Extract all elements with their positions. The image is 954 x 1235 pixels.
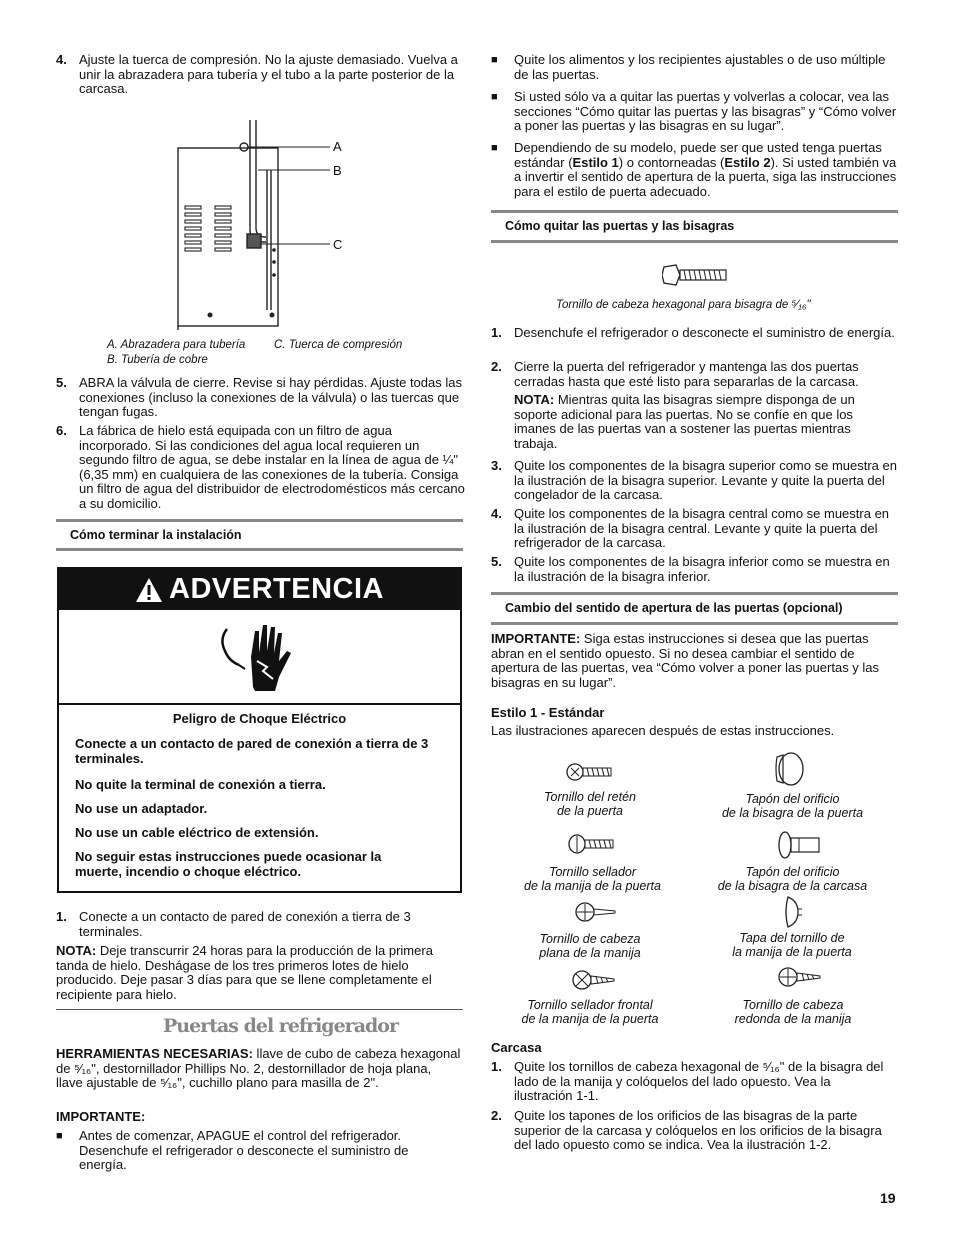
remove-step-2: 2. Cierre la puerta del refrigerador y mantenga las dos puertas cerradas hasta que esté listo para separarlas de la carcasa.: [491, 359, 859, 389]
install-step-5: 5. ABRA la válvula de cierre. Revise si hay pérdidas. Ajuste todas las conexiones (incluso la conexiones de la válvula) o las tuercas que tengan fugas.: [56, 375, 462, 420]
part-label-4: Tapón del orificio de la bisagra de la carcasa: [717, 865, 868, 893]
tools-needed: HERRAMIENTAS NECESARIAS: llave de cubo de cabeza hexagonal de ⁵⁄₁₆", destornillador Phillips No. 2, destornillador de hoja plana, llave ajustable de ⁵⁄₁₆", cuchillo plano para masilla de 2".: [56, 1046, 461, 1091]
cabinet-hinge-hole-plug-icon: [775, 830, 823, 860]
section-remove-doors: Cómo quitar las puertas y las bisagras: [491, 210, 898, 243]
door-hinge-hole-plug-icon: [773, 749, 807, 789]
label-a: A: [333, 139, 342, 154]
handle-sealing-screw-icon: [567, 833, 615, 855]
part-label-7: Tornillo sellador frontal de la manija de la puerta: [521, 998, 659, 1026]
remove-step-5: 5. Quite los componentes de la bisagra inferior como se muestra en la ilustración de la bisagra inferior.: [491, 554, 890, 584]
bullet-square-icon: ■: [491, 91, 498, 103]
warning-line-5: No seguir estas instrucciones puede ocasionar la muerte, incendio o choque eléctrico.: [75, 849, 382, 879]
section-finish-install: Cómo terminar la instalación: [56, 519, 463, 551]
warning-line-1: Conecte a un contacto de pared de conexión a tierra de 3 terminales.: [75, 736, 429, 766]
hex-screw-caption: Tornillo de cabeza hexagonal para bisagra de ⁵⁄₁₆": [556, 299, 811, 311]
label-b: B: [333, 163, 342, 178]
install-step-4: 4. Ajuste la tuerca de compresión. No la ajuste demasiado. Vuelva a unir la abrazadera para tubería y el tubo a la parte posterior de la carcasa.: [56, 52, 458, 97]
important-label-left: IMPORTANTE:: [56, 1109, 146, 1124]
warning-separator: [59, 703, 460, 705]
part-label-3: Tornillo sellador de la manija de la puerta: [524, 865, 661, 893]
part-label-8: Tornillo de cabeza redonda de la manija: [734, 998, 852, 1026]
tube-clamp: [240, 143, 248, 151]
remove-note: NOTA: Mientras quita las bisagras siempre disponga de un soporte adicional para las puertas. No se confíe en que los imanes de las puertas van a sostener las puertas mientras trabaja.: [514, 392, 855, 451]
warning-line-4: No use un cable eléctrico de extensión.: [75, 825, 319, 840]
remove-step-4: 4. Quite los componentes de la bisagra central como se muestra en la ilustración de la bisagra central. Levante y quite la puerta del refrigerador de la carcasa.: [491, 506, 890, 551]
doors-heading: Puertas del refrigerador: [163, 1015, 398, 1037]
right-bullet-2: ■ Si usted sólo va a quitar las puertas y volverlas a colocar, vea las secciones “Cómo quitar las puertas y las bisagras” y “Cómo volver a poner las puertas y las bisagras en su lugar”.: [491, 89, 897, 134]
page-number: 19: [880, 1190, 896, 1206]
round-head-handle-screw-icon: [778, 965, 822, 989]
warning-hazard: Peligro de Choque Eléctrico: [172, 711, 347, 726]
remove-step-1: 1. Desenchufe el refrigerador o desconecte el suministro de energía.: [491, 325, 895, 340]
flat-head-handle-screw-icon: [575, 900, 617, 924]
cabinet-step-1: 1. Quite los tornillos de cabeza hexagonal de ⁵⁄₁₆" de la bisagra del lado de la manija y colóquelos del lado opuesto. Vea la ilustración 1-1.: [491, 1059, 884, 1104]
remove-step-3: 3. Quite los componentes de la bisagra superior como se muestra en la ilustración de la bisagra superior. Levante y quite la puerta del congelador de la carcasa.: [491, 458, 897, 503]
style1-text: Las ilustraciones aparecen después de estas instrucciones.: [491, 723, 835, 738]
part-label-6: Tapa del tornillo de la manija de la puerta: [732, 931, 852, 959]
cabinet-step-2: 2. Quite los tapones de los orificios de las bisagras de la parte superior de la carcasa y colóquelos en los orificios de la bisagra del lado opuesto como se indica. Vea la ilustración 1-2.: [491, 1108, 882, 1153]
style1-heading: Estilo 1 - Estándar: [491, 705, 605, 720]
caption-b: B. Tubería de cobre: [107, 354, 208, 366]
water-line-figure: [170, 110, 360, 335]
compression-nut: [247, 234, 261, 248]
bullet-square-icon: ■: [491, 142, 498, 154]
left-bullet-1: ■ Antes de comenzar, APAGUE el control del refrigerador. Desenchufe el refrigerador o desconecte el suministro de energía.: [56, 1128, 409, 1173]
warning-triangle-icon: [135, 577, 163, 603]
hex-screw-icon: [662, 263, 730, 287]
warning-box: [57, 567, 462, 893]
connect-step-1: 1. Conecte a un contacto de pared de conexión a tierra de 3 terminales.: [56, 909, 411, 939]
install-step-6: 6. La fábrica de hielo está equipada con un filtro de agua incorporado. Si las condiciones del agua local requieren un segundo filtro de agua, se debe instalar en la línea de agua de ¼" (6,35 mm) en cualquiera de las conexiones de la tubería. Consiga un filtro de agua del distribuidor de electrodomésticos más cercano a su domicilio.: [56, 423, 465, 511]
handle-screw-cap-icon: [780, 895, 806, 929]
part-label-1: Tornillo del retén de la puerta: [544, 790, 636, 818]
label-c: C: [333, 237, 343, 252]
warning-header: [59, 569, 460, 610]
ice-note: NOTA: Deje transcurrir 24 horas para la producción de la primera tanda de hielo. Deshágase de los tres primeros lotes de hielo producido. Deje pasar 3 días para que se llene completamente el recipiente para hielo.: [56, 943, 433, 1002]
door-stop-screw-icon: [565, 761, 613, 783]
caption-a: A. Abrazadera para tubería: [107, 339, 246, 351]
front-sealing-screw-icon: [572, 968, 616, 992]
important-reverse: IMPORTANTE: Siga estas instrucciones si desea que las puertas abran en el sentido opuesto. Si no desea cambiar el sentido de apertura de las puertas, vea “Cómo volver a poner las puertas y las bisagras en su lugar”.: [491, 631, 880, 690]
caption-c: C. Tuerca de compresión: [274, 339, 403, 351]
right-bullet-3: ■ Dependiendo de su modelo, puede ser que usted tenga puertas estándar (Estilo 1) o contorneadas (Estilo 2). Si usted también va a invertir el sentido de apertura de la puerta, siga las instrucciones para el estilo de puerta adecuado.: [491, 140, 897, 199]
divider: [56, 1009, 463, 1010]
cabinet-heading: Carcasa: [491, 1040, 542, 1055]
section-reverse-doors: Cambio del sentido de apertura de las puertas (opcional): [491, 592, 898, 625]
warning-title: ADVERTENCIA: [169, 573, 384, 606]
electric-shock-hand-icon: [217, 617, 297, 697]
bullet-square-icon: ■: [491, 54, 498, 66]
right-bullet-1: ■ Quite los alimentos y los recipientes ajustables o de uso múltiple de las puertas.: [491, 52, 886, 82]
warning-line-2: No quite la terminal de conexión a tierra.: [75, 777, 326, 792]
part-label-5: Tornillo de cabeza plana de la manija: [539, 932, 641, 960]
part-label-2: Tapón del orificio de la bisagra de la puerta: [721, 792, 864, 820]
bullet-square-icon: ■: [56, 1130, 63, 1142]
warning-line-3: No use un adaptador.: [75, 801, 208, 816]
